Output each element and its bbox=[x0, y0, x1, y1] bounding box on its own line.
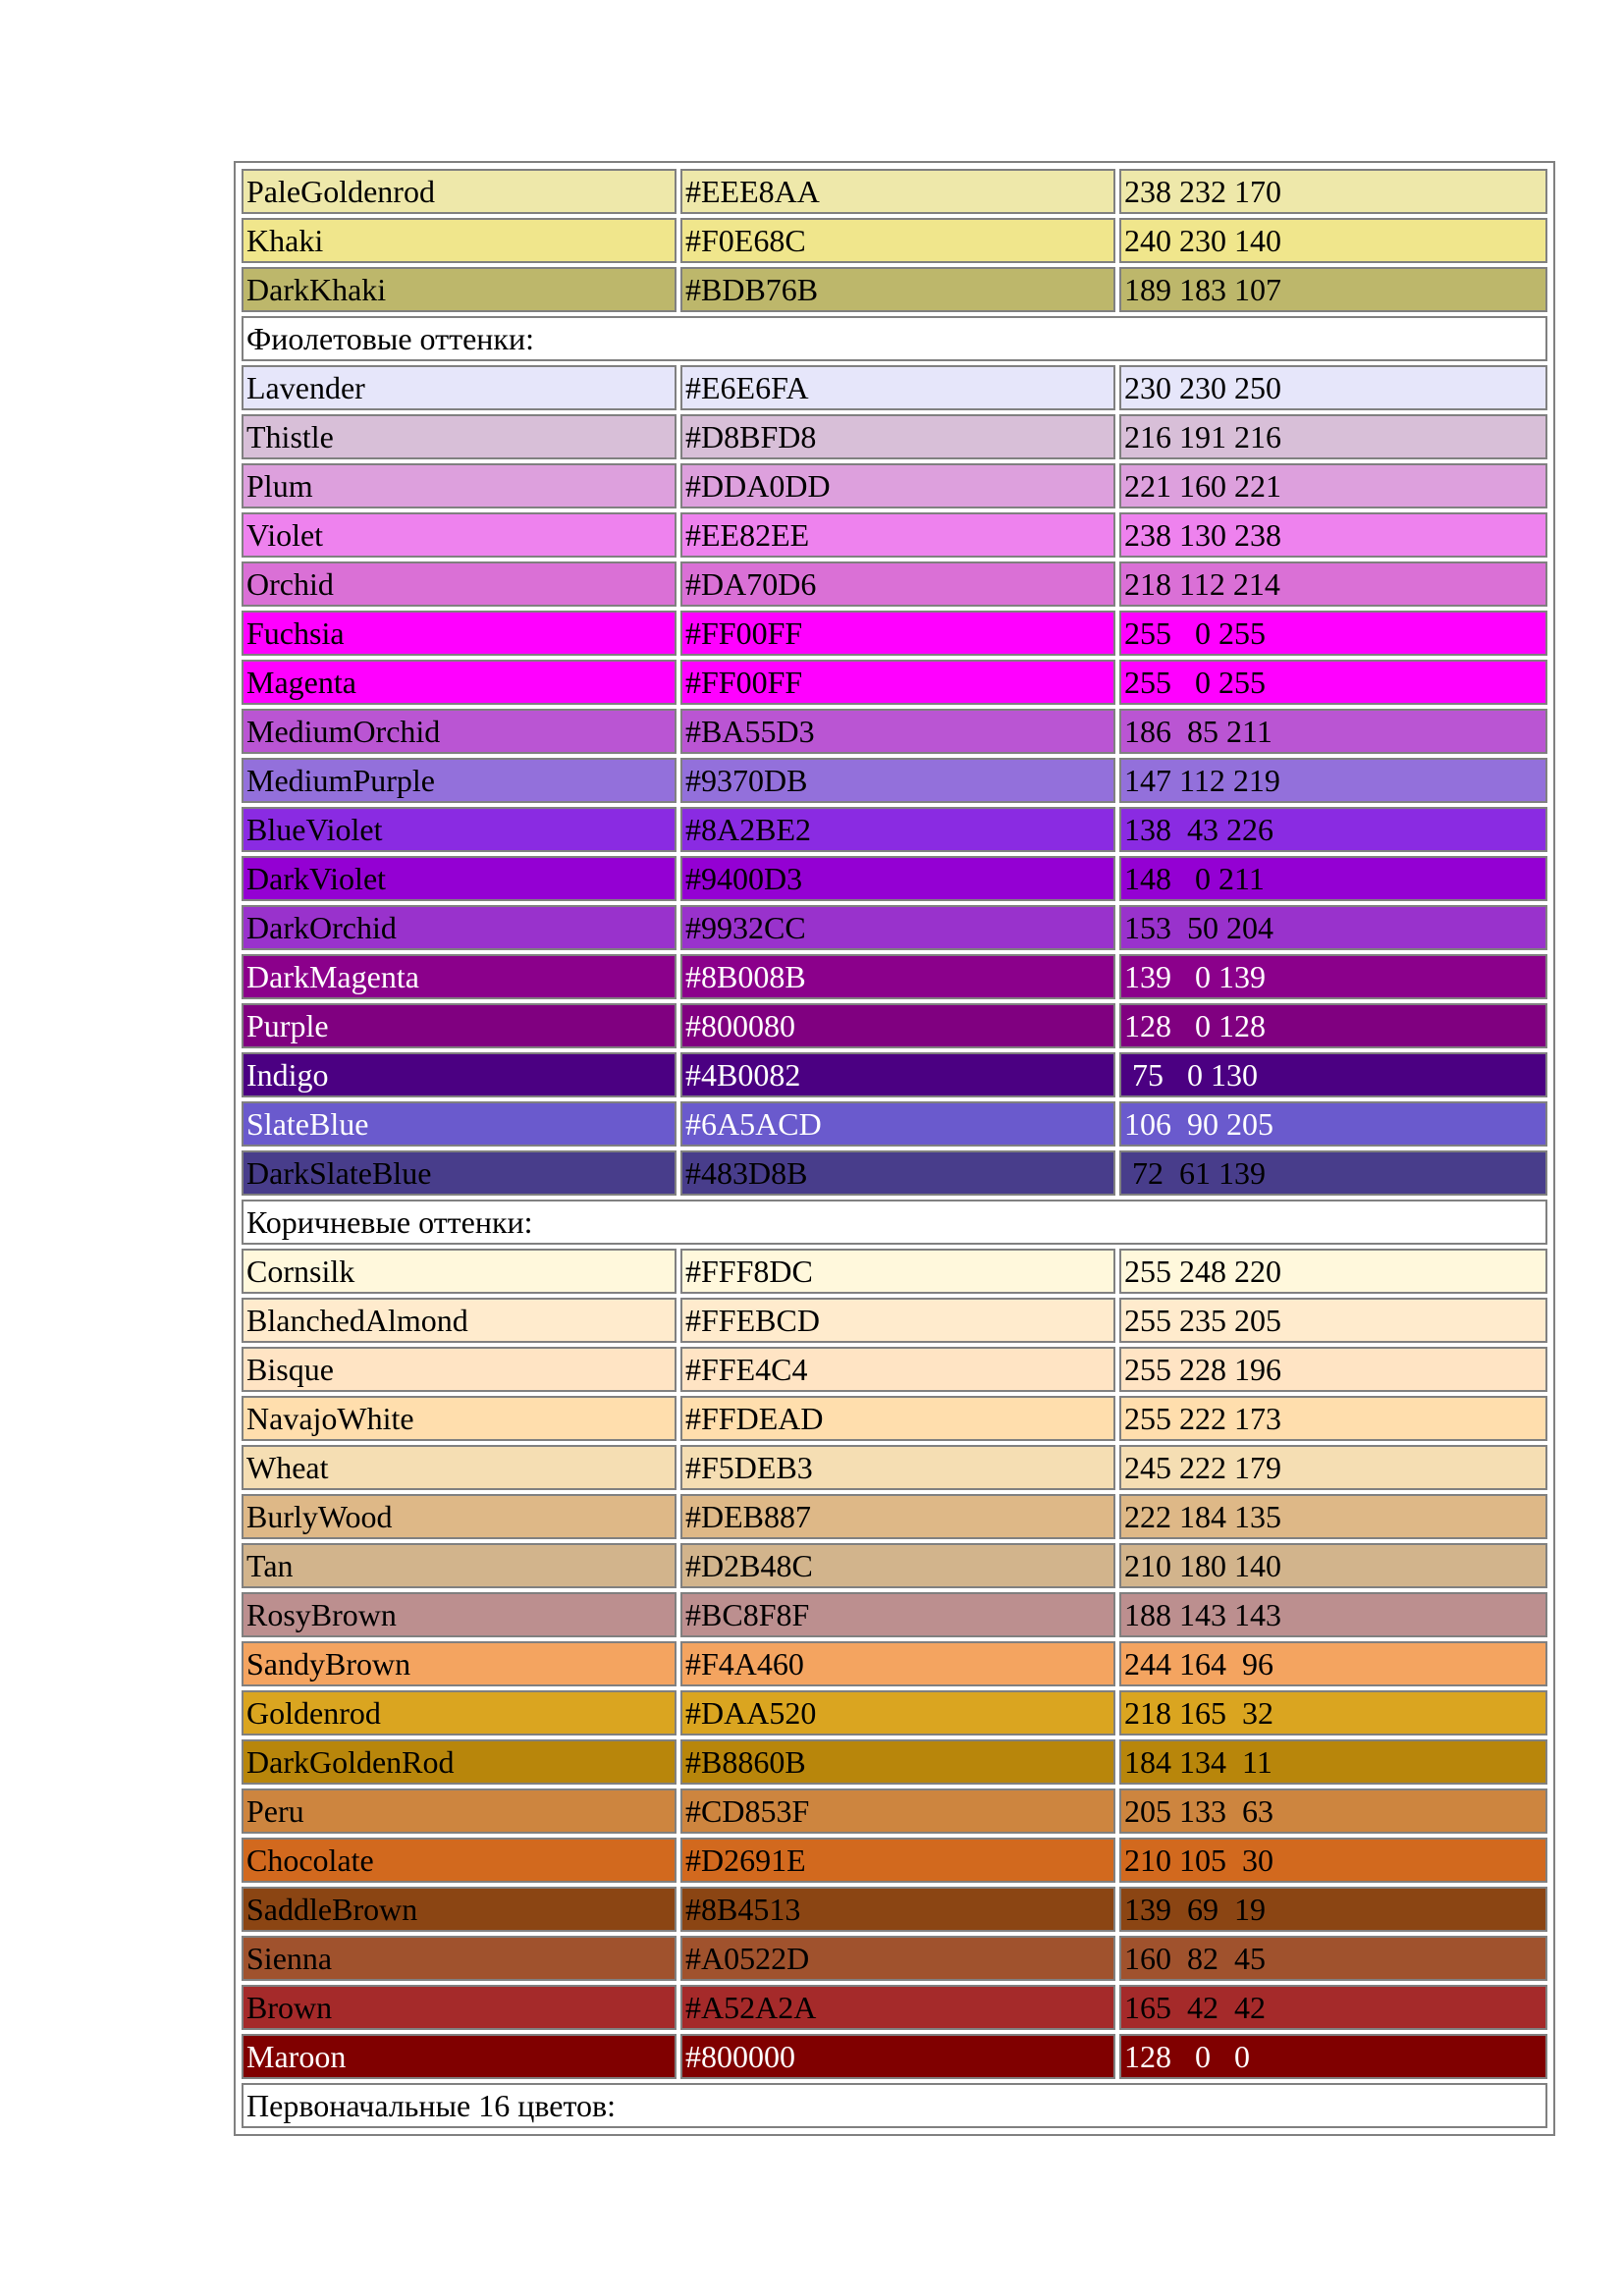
color-hex-cell: #800000 bbox=[680, 2034, 1115, 2079]
color-rgb-cell: 244 164 96 bbox=[1119, 1641, 1547, 1686]
color-hex-cell: #D2B48C bbox=[680, 1543, 1115, 1588]
color-name-cell: BurlyWood bbox=[242, 1494, 677, 1539]
color-name-cell: BlanchedAlmond bbox=[242, 1298, 677, 1343]
color-name-cell: Lavender bbox=[242, 365, 677, 410]
color-name-cell: SaddleBrown bbox=[242, 1887, 677, 1932]
color-row bbox=[242, 1445, 1547, 1490]
color-row bbox=[242, 1690, 1547, 1735]
color-row bbox=[242, 365, 1547, 410]
color-rgb-cell: 75 0 130 bbox=[1119, 1052, 1547, 1097]
color-row bbox=[242, 463, 1547, 508]
color-rgb-cell: 153 50 204 bbox=[1119, 905, 1547, 950]
color-table-grid bbox=[238, 165, 1551, 2132]
color-hex-cell: #9932CC bbox=[680, 905, 1115, 950]
color-row bbox=[242, 1543, 1547, 1588]
color-rgb-cell: 222 184 135 bbox=[1119, 1494, 1547, 1539]
color-hex-cell: #9400D3 bbox=[680, 856, 1115, 901]
color-name-cell: Khaki bbox=[242, 218, 677, 263]
color-rgb-cell: 255 235 205 bbox=[1119, 1298, 1547, 1343]
color-rgb-cell: 139 69 19 bbox=[1119, 1887, 1547, 1932]
color-rgb-cell: 138 43 226 bbox=[1119, 807, 1547, 852]
color-hex-cell: #D8BFD8 bbox=[680, 414, 1115, 459]
color-row bbox=[242, 1838, 1547, 1883]
color-hex-cell: #FFF8DC bbox=[680, 1249, 1115, 1294]
color-table bbox=[234, 161, 1555, 2136]
color-row bbox=[242, 267, 1547, 312]
color-hex-cell: #DAA520 bbox=[680, 1690, 1115, 1735]
color-row bbox=[242, 1936, 1547, 1981]
color-name-cell: Fuchsia bbox=[242, 611, 677, 656]
color-row bbox=[242, 169, 1547, 214]
color-row bbox=[242, 1150, 1547, 1196]
color-hex-cell: #D2691E bbox=[680, 1838, 1115, 1883]
color-hex-cell: #483D8B bbox=[680, 1150, 1115, 1196]
color-name-cell: Tan bbox=[242, 1543, 677, 1588]
color-name-cell: NavajoWhite bbox=[242, 1396, 677, 1441]
color-rgb-cell: 238 130 238 bbox=[1119, 512, 1547, 558]
color-row bbox=[242, 1052, 1547, 1097]
color-name-cell: Indigo bbox=[242, 1052, 677, 1097]
color-row bbox=[242, 1887, 1547, 1932]
color-row bbox=[242, 758, 1547, 803]
color-name-cell: SandyBrown bbox=[242, 1641, 677, 1686]
color-row bbox=[242, 905, 1547, 950]
color-rgb-cell: 240 230 140 bbox=[1119, 218, 1547, 263]
color-hex-cell: #E6E6FA bbox=[680, 365, 1115, 410]
color-hex-cell: #F5DEB3 bbox=[680, 1445, 1115, 1490]
color-rgb-cell: 210 105 30 bbox=[1119, 1838, 1547, 1883]
color-hex-cell: #EEE8AA bbox=[680, 169, 1115, 214]
color-rgb-cell: 106 90 205 bbox=[1119, 1101, 1547, 1147]
color-hex-cell: #6A5ACD bbox=[680, 1101, 1115, 1147]
section-header: Коричневые оттенки: bbox=[242, 1200, 1547, 1245]
color-hex-cell: #A0522D bbox=[680, 1936, 1115, 1981]
color-rgb-cell: 128 0 128 bbox=[1119, 1003, 1547, 1048]
color-name-cell: Wheat bbox=[242, 1445, 677, 1490]
color-row bbox=[242, 1739, 1547, 1785]
color-rgb-cell: 255 228 196 bbox=[1119, 1347, 1547, 1392]
color-name-cell: DarkSlateBlue bbox=[242, 1150, 677, 1196]
color-rgb-cell: 148 0 211 bbox=[1119, 856, 1547, 901]
section-header-row bbox=[242, 2083, 1547, 2128]
color-name-cell: MediumOrchid bbox=[242, 709, 677, 754]
color-name-cell: Magenta bbox=[242, 660, 677, 705]
color-name-cell: DarkViolet bbox=[242, 856, 677, 901]
color-name-cell: Goldenrod bbox=[242, 1690, 677, 1735]
color-row bbox=[242, 1347, 1547, 1392]
color-row bbox=[242, 1396, 1547, 1441]
color-hex-cell: #CD853F bbox=[680, 1789, 1115, 1834]
color-rgb-cell: 128 0 0 bbox=[1119, 2034, 1547, 2079]
color-hex-cell: #FFEBCD bbox=[680, 1298, 1115, 1343]
color-rgb-cell: 186 85 211 bbox=[1119, 709, 1547, 754]
color-row bbox=[242, 1101, 1547, 1147]
color-rgb-cell: 205 133 63 bbox=[1119, 1789, 1547, 1834]
color-hex-cell: #FFDEAD bbox=[680, 1396, 1115, 1441]
color-name-cell: BlueViolet bbox=[242, 807, 677, 852]
color-table-body bbox=[242, 169, 1547, 2128]
color-name-cell: Cornsilk bbox=[242, 1249, 677, 1294]
color-name-cell: Chocolate bbox=[242, 1838, 677, 1883]
color-row bbox=[242, 2034, 1547, 2079]
color-rgb-cell: 221 160 221 bbox=[1119, 463, 1547, 508]
color-rgb-cell: 210 180 140 bbox=[1119, 1543, 1547, 1588]
section-header-row bbox=[242, 1200, 1547, 1245]
color-row bbox=[242, 1494, 1547, 1539]
color-rgb-cell: 255 0 255 bbox=[1119, 611, 1547, 656]
color-name-cell: DarkGoldenRod bbox=[242, 1739, 677, 1785]
color-name-cell: DarkKhaki bbox=[242, 267, 677, 312]
color-row bbox=[242, 1985, 1547, 2030]
color-hex-cell: #9370DB bbox=[680, 758, 1115, 803]
section-header: Первоначальные 16 цветов: bbox=[242, 2083, 1547, 2128]
color-row bbox=[242, 218, 1547, 263]
color-hex-cell: #FF00FF bbox=[680, 611, 1115, 656]
color-rgb-cell: 216 191 216 bbox=[1119, 414, 1547, 459]
color-hex-cell: #BC8F8F bbox=[680, 1592, 1115, 1637]
section-header-row bbox=[242, 316, 1547, 361]
section-header: Фиолетовые оттенки: bbox=[242, 316, 1547, 361]
color-rgb-cell: 218 112 214 bbox=[1119, 561, 1547, 607]
color-row bbox=[242, 1592, 1547, 1637]
color-rgb-cell: 189 183 107 bbox=[1119, 267, 1547, 312]
color-name-cell: Thistle bbox=[242, 414, 677, 459]
color-hex-cell: #BA55D3 bbox=[680, 709, 1115, 754]
color-rgb-cell: 72 61 139 bbox=[1119, 1150, 1547, 1196]
color-hex-cell: #8B008B bbox=[680, 954, 1115, 999]
color-row bbox=[242, 660, 1547, 705]
color-name-cell: Brown bbox=[242, 1985, 677, 2030]
color-name-cell: Sienna bbox=[242, 1936, 677, 1981]
color-rgb-cell: 184 134 11 bbox=[1119, 1739, 1547, 1785]
color-name-cell: RosyBrown bbox=[242, 1592, 677, 1637]
color-name-cell: DarkMagenta bbox=[242, 954, 677, 999]
color-row bbox=[242, 1641, 1547, 1686]
color-name-cell: Peru bbox=[242, 1789, 677, 1834]
color-name-cell: Orchid bbox=[242, 561, 677, 607]
color-hex-cell: #BDB76B bbox=[680, 267, 1115, 312]
color-name-cell: SlateBlue bbox=[242, 1101, 677, 1147]
color-row bbox=[242, 1003, 1547, 1048]
color-rgb-cell: 147 112 219 bbox=[1119, 758, 1547, 803]
color-rgb-cell: 255 248 220 bbox=[1119, 1249, 1547, 1294]
color-rgb-cell: 238 232 170 bbox=[1119, 169, 1547, 214]
color-name-cell: Violet bbox=[242, 512, 677, 558]
color-name-cell: DarkOrchid bbox=[242, 905, 677, 950]
color-hex-cell: #EE82EE bbox=[680, 512, 1115, 558]
color-rgb-cell: 188 143 143 bbox=[1119, 1592, 1547, 1637]
color-rgb-cell: 245 222 179 bbox=[1119, 1445, 1547, 1490]
color-name-cell: Bisque bbox=[242, 1347, 677, 1392]
color-row bbox=[242, 954, 1547, 999]
color-name-cell: Maroon bbox=[242, 2034, 677, 2079]
color-hex-cell: #DEB887 bbox=[680, 1494, 1115, 1539]
color-row bbox=[242, 611, 1547, 656]
color-row bbox=[242, 414, 1547, 459]
color-hex-cell: #8B4513 bbox=[680, 1887, 1115, 1932]
color-row bbox=[242, 1789, 1547, 1834]
color-name-cell: Purple bbox=[242, 1003, 677, 1048]
color-hex-cell: #8A2BE2 bbox=[680, 807, 1115, 852]
color-name-cell: Plum bbox=[242, 463, 677, 508]
color-row bbox=[242, 1298, 1547, 1343]
color-hex-cell: #F4A460 bbox=[680, 1641, 1115, 1686]
color-name-cell: MediumPurple bbox=[242, 758, 677, 803]
color-hex-cell: #DDA0DD bbox=[680, 463, 1115, 508]
color-hex-cell: #FFE4C4 bbox=[680, 1347, 1115, 1392]
color-rgb-cell: 165 42 42 bbox=[1119, 1985, 1547, 2030]
color-rgb-cell: 255 0 255 bbox=[1119, 660, 1547, 705]
color-hex-cell: #A52A2A bbox=[680, 1985, 1115, 2030]
color-hex-cell: #B8860B bbox=[680, 1739, 1115, 1785]
color-hex-cell: #800080 bbox=[680, 1003, 1115, 1048]
color-rgb-cell: 160 82 45 bbox=[1119, 1936, 1547, 1981]
color-hex-cell: #4B0082 bbox=[680, 1052, 1115, 1097]
color-rgb-cell: 218 165 32 bbox=[1119, 1690, 1547, 1735]
color-row bbox=[242, 709, 1547, 754]
color-hex-cell: #DA70D6 bbox=[680, 561, 1115, 607]
color-row bbox=[242, 561, 1547, 607]
color-rgb-cell: 255 222 173 bbox=[1119, 1396, 1547, 1441]
color-rgb-cell: 139 0 139 bbox=[1119, 954, 1547, 999]
color-hex-cell: #F0E68C bbox=[680, 218, 1115, 263]
color-name-cell: PaleGoldenrod bbox=[242, 169, 677, 214]
color-row bbox=[242, 1249, 1547, 1294]
color-row bbox=[242, 512, 1547, 558]
color-hex-cell: #FF00FF bbox=[680, 660, 1115, 705]
color-row bbox=[242, 807, 1547, 852]
color-rgb-cell: 230 230 250 bbox=[1119, 365, 1547, 410]
color-row bbox=[242, 856, 1547, 901]
